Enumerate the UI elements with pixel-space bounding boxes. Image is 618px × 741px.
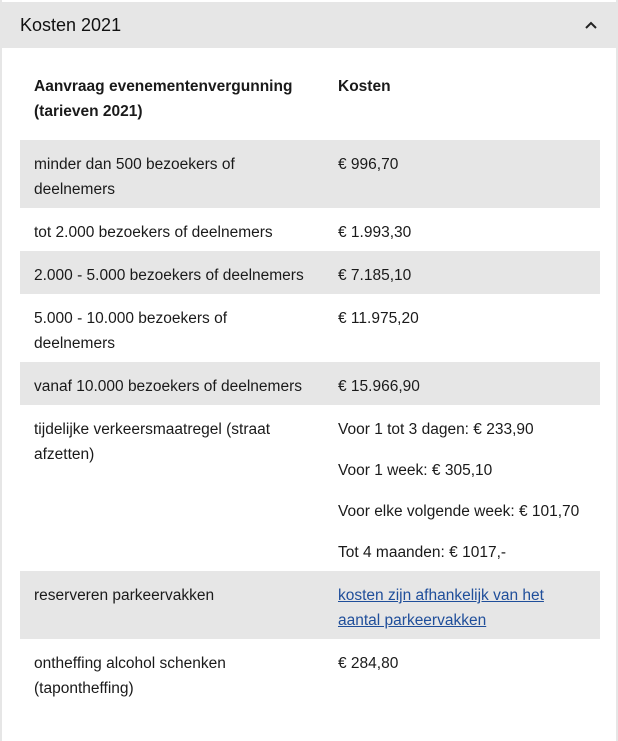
parking-costs-link[interactable]: kosten zijn afhankelijk van het aantal parkeervakken xyxy=(338,587,544,629)
row-label: tot 2.000 bezoekers of deelnemers xyxy=(34,224,273,241)
row-cost: € 1.993,30 xyxy=(338,224,412,241)
row-label: 5.000 - 10.000 bezoekers of deelnemers xyxy=(34,310,228,352)
row-cost: € 996,70 xyxy=(324,140,600,208)
row-label: vanaf 10.000 bezoekers of deelnemers xyxy=(20,362,324,405)
table-row xyxy=(20,571,600,639)
row-label: minder dan 500 bezoekers of deelnemers xyxy=(20,140,324,208)
cost-line: Voor 1 week: € 305,10 xyxy=(338,462,493,479)
table-row xyxy=(20,140,600,208)
table-row xyxy=(20,639,600,707)
row-label: ontheffing alcohol schenken (tapontheffing) xyxy=(34,655,226,697)
chevron-up-icon[interactable] xyxy=(584,18,598,32)
row-cost xyxy=(324,571,600,639)
accordion-header[interactable] xyxy=(2,2,616,48)
table-row xyxy=(20,362,600,405)
row-cost: € 7.185,10 xyxy=(324,251,600,294)
row-cost-list xyxy=(324,405,600,571)
cost-line: Voor elke volgende week: € 101,70 xyxy=(338,503,580,520)
row-label: tijdelijke verkeersmaatregel (straat afzetten) xyxy=(34,421,271,463)
row-label: reserveren parkeervakken xyxy=(20,571,324,639)
costs-table xyxy=(20,62,600,707)
accordion-title: Kosten 2021 xyxy=(20,14,122,35)
table-header-row xyxy=(20,62,600,140)
table-row xyxy=(20,208,600,251)
row-cost: € 15.966,90 xyxy=(324,362,600,405)
column-header-costs: Kosten xyxy=(338,78,391,95)
row-label: 2.000 - 5.000 bezoekers of deelnemers xyxy=(20,251,324,294)
row-cost: € 11.975,20 xyxy=(338,310,419,327)
row-cost: € 284,80 xyxy=(338,655,399,672)
column-header-application: Aanvraag evenementenvergunning (tarieven 2021) xyxy=(34,78,293,120)
table-row xyxy=(20,405,600,571)
table-row xyxy=(20,251,600,294)
costs-table-wrapper xyxy=(20,62,600,707)
table-row xyxy=(20,294,600,362)
cost-line: Tot 4 maanden: € 1017,- xyxy=(338,544,507,561)
cost-line: Voor 1 tot 3 dagen: € 233,90 xyxy=(338,421,534,438)
